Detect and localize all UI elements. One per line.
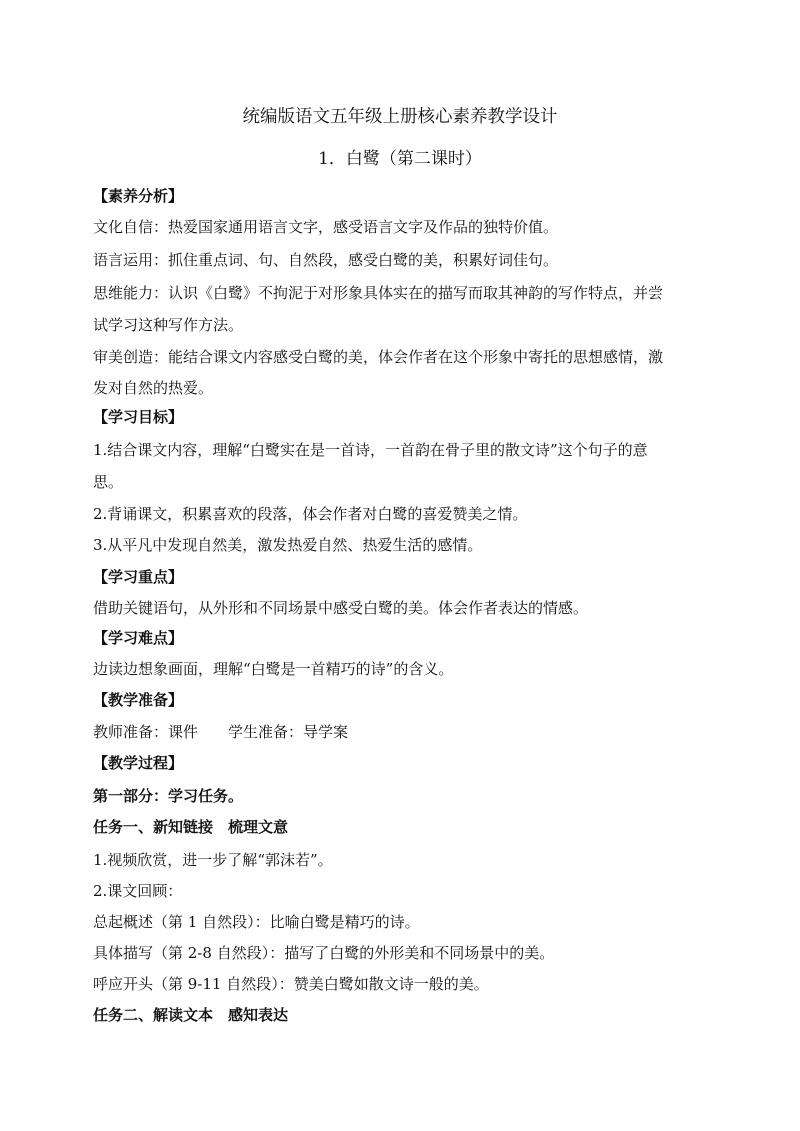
literacy-aesthetic-line1: 审美创造：能结合课文内容感受白鹭的美，体会作者在这个形象中寄托的思想感情，激 (93, 348, 664, 366)
lesson-title: 1．白鹭（第二课时） (318, 149, 482, 169)
literacy-culture: 文化自信：热爱国家通用语言文字，感受语言文字及作品的独特价值。 (93, 218, 559, 236)
section-heading-literacy: 【素养分析】 (93, 187, 184, 205)
task-1-heading: 任务一、新知链接 梳理文意 (93, 818, 289, 836)
preparation-text: 教师准备：课件 学生准备：导学案 (93, 723, 349, 741)
document-title: 统编版语文五年级上册核心素养教学设计 (242, 107, 558, 127)
section-heading-difficulties: 【学习难点】 (93, 629, 184, 647)
task-1-item-1: 1.视频欣赏，进一步了解“郭沫若”。 (93, 851, 333, 869)
goal-item-1-line1: 1.结合课文内容，理解“白鹭实在是一首诗，一首韵在骨子里的散文诗”这个句子的意 (93, 441, 648, 459)
goal-item-1-line2: 思。 (93, 473, 124, 491)
section-heading-process: 【教学过程】 (93, 754, 184, 772)
goal-item-3: 3.从平凡中发现自然美，激发热爱自然、热爱生活的感情。 (93, 536, 483, 554)
literacy-thinking-line1: 思维能力：认识《白鹭》不拘泥于对形象具体实在的描写而取其神韵的写作特点，并尝 (93, 284, 664, 302)
section-heading-key-points: 【学习重点】 (93, 568, 184, 586)
literacy-aesthetic-line2: 发对自然的热爱。 (93, 379, 214, 397)
summary-paragraph-3: 呼应开头（第 9-11 自然段）：赞美白鹭如散文诗一般的美。 (93, 975, 489, 993)
goal-item-2: 2.背诵课文，积累喜欢的段落，体会作者对白鹭的喜爱赞美之情。 (93, 505, 528, 523)
literacy-thinking-line2: 试学习这种写作方法。 (93, 316, 244, 334)
task-1-item-2: 2.课文回顾： (93, 882, 183, 900)
process-part-1: 第一部分：学习任务。 (93, 787, 244, 805)
summary-paragraph-1: 总起概述（第 1 自然段）：比喻白鹭是精巧的诗。 (93, 913, 420, 931)
section-heading-goals: 【学习目标】 (93, 408, 184, 426)
difficulties-text: 边读边想象画面，理解“白鹭是一首精巧的诗”的含义。 (93, 660, 454, 678)
summary-paragraph-2: 具体描写（第 2-8 自然段）：描写了白鹭的外形美和不同场景中的美。 (93, 944, 555, 962)
task-2-heading: 任务二、解读文本 感知表达 (93, 1006, 289, 1024)
key-points-text: 借助关键语句，从外形和不同场景中感受白鹭的美。体会作者表达的情感。 (93, 599, 589, 617)
section-heading-preparation: 【教学准备】 (93, 691, 184, 709)
literacy-language: 语言运用：抓住重点词、句、自然段，感受白鹭的美，积累好词佳句。 (93, 251, 559, 269)
